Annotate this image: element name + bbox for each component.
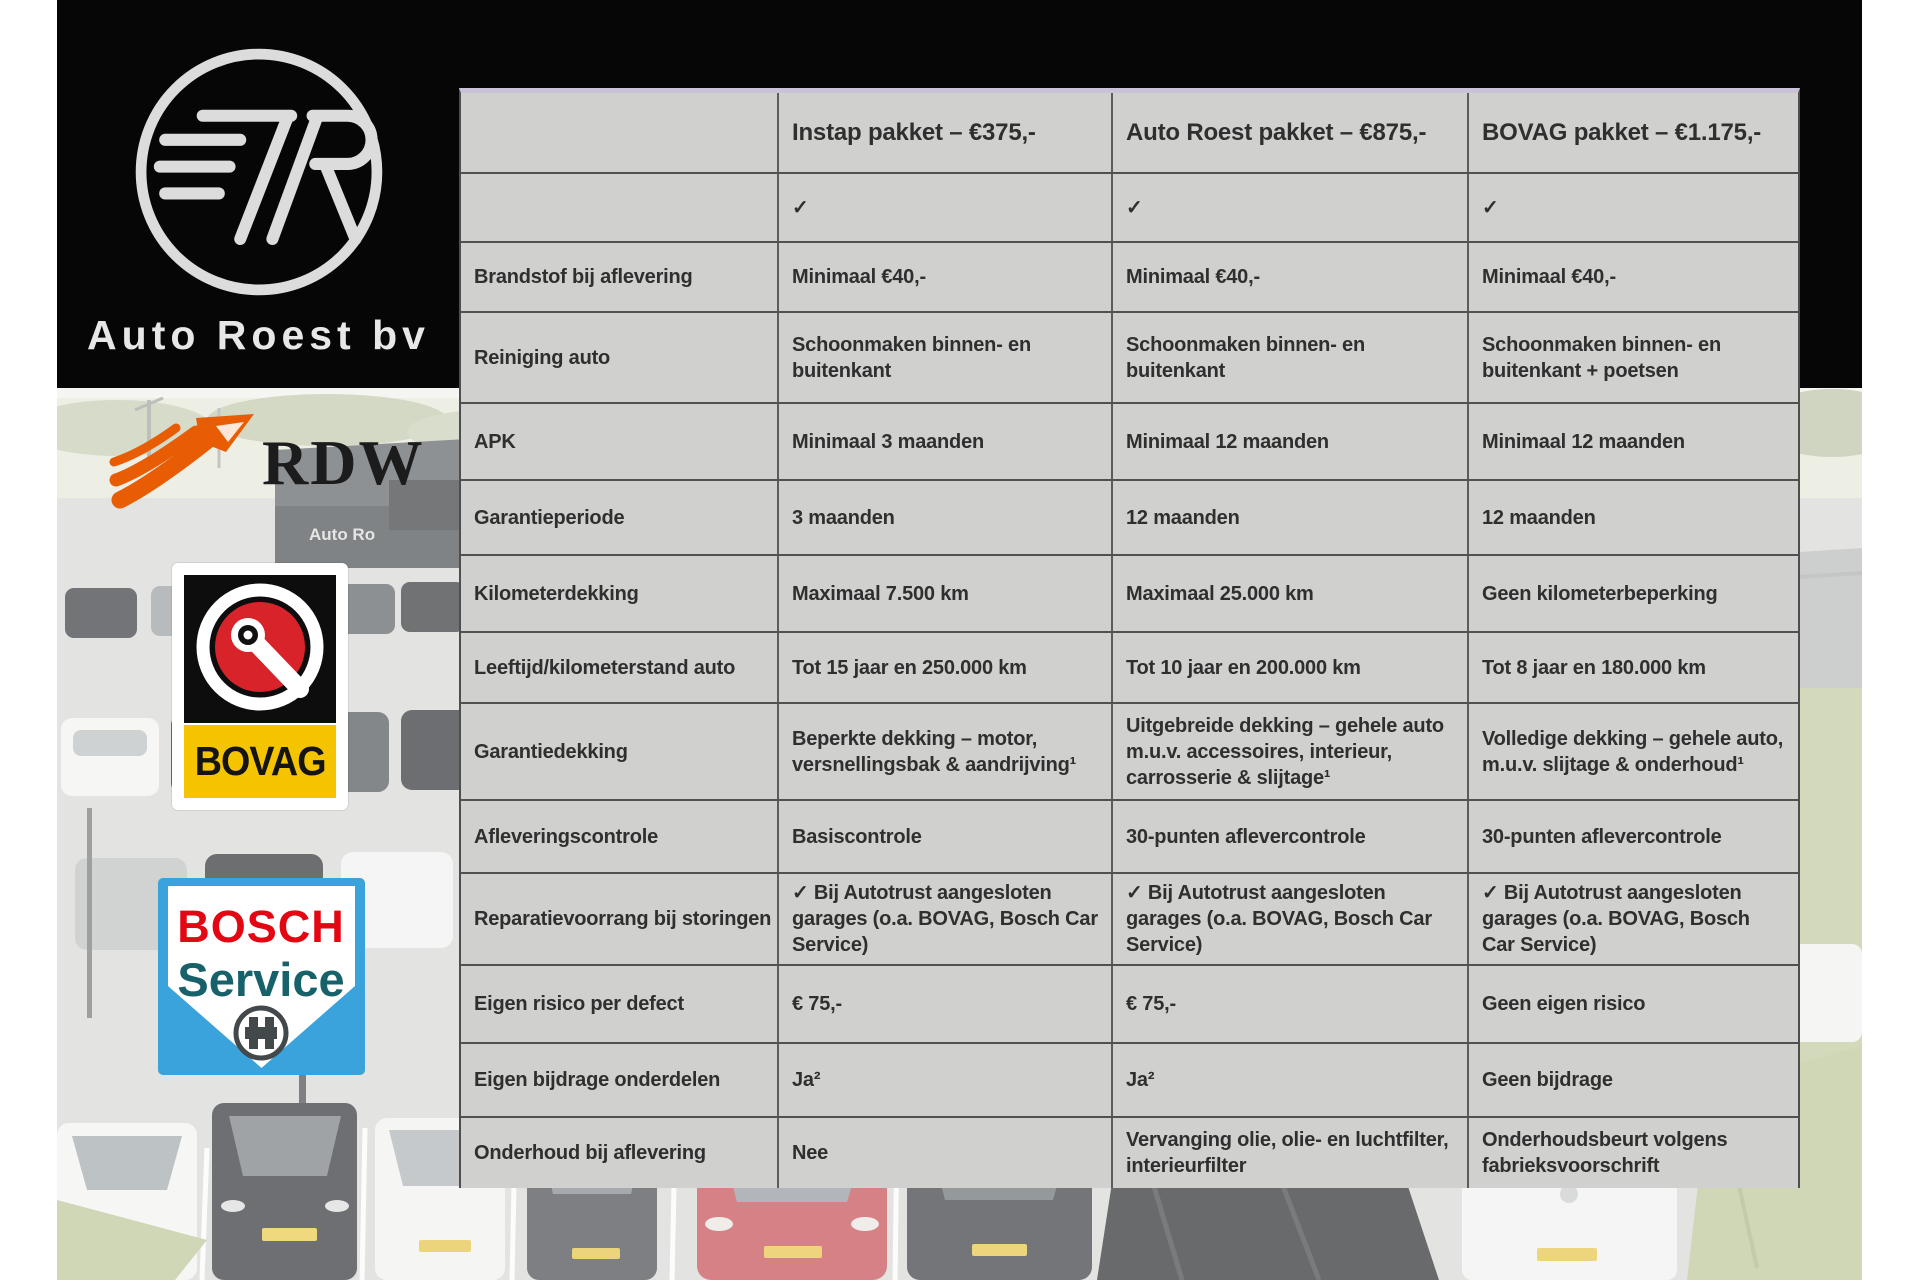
bovag-wordmark: BOVAG bbox=[194, 738, 326, 784]
row-label: Eigen bijdrage onderdelen bbox=[461, 1043, 778, 1117]
cell-value: Onderhoudsbeurt volgens fabrieksvoorschrift bbox=[1468, 1117, 1798, 1188]
building-sign-text: Auto Ro bbox=[309, 525, 376, 544]
row-label: APK bbox=[461, 403, 778, 480]
cell-value: Tot 8 jaar en 180.000 km bbox=[1468, 632, 1798, 703]
cell-value: Volledige dekking – gehele auto, m.u.v. slijtage & onderhoud¹ bbox=[1468, 703, 1798, 800]
cell-value: Minimaal €40,- bbox=[1468, 242, 1798, 312]
cell-value: 3 maanden bbox=[778, 480, 1112, 555]
row-label: Eigen risico per defect bbox=[461, 965, 778, 1043]
rdw-logo bbox=[104, 412, 425, 512]
cell-value: 12 maanden bbox=[1468, 480, 1798, 555]
bovag-seal-icon bbox=[184, 575, 336, 723]
included-check-icon: ✓ bbox=[1112, 173, 1468, 242]
row-label: Garantieperiode bbox=[461, 480, 778, 555]
table-row-eigen-bijdrage bbox=[461, 1043, 1798, 1117]
cell-value: Ja² bbox=[1112, 1043, 1468, 1117]
cell-value: Beperkte dekking – motor, versnellingsbak & aandrijving¹ bbox=[778, 703, 1112, 800]
auto-roest-7r-logo-icon bbox=[125, 38, 393, 306]
cell-value: Minimaal €40,- bbox=[1112, 242, 1468, 312]
bovag-wordmark-band bbox=[184, 725, 336, 798]
table-row-brandstof bbox=[461, 242, 1798, 312]
row-label: Brandstof bij aflevering bbox=[461, 242, 778, 312]
row-label: Reparatievoorrang bij storingen bbox=[461, 873, 778, 965]
row-label: Afleveringscontrole bbox=[461, 800, 778, 873]
cell-value: Vervanging olie, olie- en luchtfilter, interieurfilter bbox=[1112, 1117, 1468, 1188]
cell-value: Minimaal 3 maanden bbox=[778, 403, 1112, 480]
cell-value: Minimaal €40,- bbox=[778, 242, 1112, 312]
table-row-onderhoud bbox=[461, 1117, 1798, 1188]
table-row-afleveringscontrole bbox=[461, 800, 1798, 873]
cell-value: Uitgebreide dekking – gehele auto m.u.v. accessoires, interieur, carrosserie & slijtage¹ bbox=[1112, 703, 1468, 800]
row-label: Garantiedekking bbox=[461, 703, 778, 800]
cell-value: ✓ Bij Autotrust aangesloten garages (o.a. BOVAG, Bosch Car Service) bbox=[778, 873, 1112, 965]
cell-value: ✓ Bij Autotrust aangesloten garages (o.a. BOVAG, Bosch Car Service) bbox=[1468, 873, 1798, 965]
cell-value: Schoonmaken binnen- en buitenkant bbox=[778, 312, 1112, 403]
bosch-logo bbox=[158, 878, 365, 1075]
cell-value: Ja² bbox=[778, 1043, 1112, 1117]
table-row-reiniging bbox=[461, 312, 1798, 403]
cell-value: 12 maanden bbox=[1112, 480, 1468, 555]
bosch-wordmark: BOSCH bbox=[177, 901, 345, 952]
bovag-logo bbox=[172, 563, 348, 810]
table-header-row bbox=[461, 93, 1798, 173]
bosch-service-label: Service bbox=[177, 953, 345, 1006]
table-row-eigen-risico bbox=[461, 965, 1798, 1043]
header-instap-pakket: Instap pakket – €375,- bbox=[778, 93, 1112, 173]
cell-value: Maximaal 25.000 km bbox=[1112, 555, 1468, 632]
row-label: Leeftijd/kilometerstand auto bbox=[461, 632, 778, 703]
cell-value: Tot 15 jaar en 250.000 km bbox=[778, 632, 1112, 703]
cell-value: Minimaal 12 maanden bbox=[1112, 403, 1468, 480]
header-bovag-pakket: BOVAG pakket – €1.175,- bbox=[1468, 93, 1798, 173]
packages-table bbox=[459, 88, 1800, 1188]
table-row-garantieperiode bbox=[461, 480, 1798, 555]
included-check-icon: ✓ bbox=[1468, 173, 1798, 242]
header-auto-roest-pakket: Auto Roest pakket – €875,- bbox=[1112, 93, 1468, 173]
cell-value: Maximaal 7.500 km bbox=[778, 555, 1112, 632]
row-label bbox=[461, 173, 778, 242]
cell-value: Minimaal 12 maanden bbox=[1468, 403, 1798, 480]
rdw-wing-icon bbox=[104, 412, 264, 512]
included-check-icon: ✓ bbox=[778, 173, 1112, 242]
dealer-logo-box bbox=[57, 0, 460, 388]
cell-value: Basiscontrole bbox=[778, 800, 1112, 873]
cell-value: Tot 10 jaar en 200.000 km bbox=[1112, 632, 1468, 703]
cell-value: Nee bbox=[778, 1117, 1112, 1188]
row-label: Onderhoud bij aflevering bbox=[461, 1117, 778, 1188]
table-row-garantiedekking bbox=[461, 703, 1798, 800]
row-label: Reiniging auto bbox=[461, 312, 778, 403]
table-row-apk bbox=[461, 403, 1798, 480]
cell-value: Schoonmaken binnen- en buitenkant + poetsen bbox=[1468, 312, 1798, 403]
cell-value: € 75,- bbox=[1112, 965, 1468, 1043]
table-row-leeftijd bbox=[461, 632, 1798, 703]
row-label: Kilometerdekking bbox=[461, 555, 778, 632]
bosch-shield-icon bbox=[158, 878, 365, 1075]
rdw-wordmark: RDW bbox=[262, 427, 425, 498]
cell-value: Geen eigen risico bbox=[1468, 965, 1798, 1043]
cell-value: 30-punten aflevercontrole bbox=[1112, 800, 1468, 873]
table-row-included bbox=[461, 173, 1798, 242]
cell-value: ✓ Bij Autotrust aangesloten garages (o.a. BOVAG, Bosch Car Service) bbox=[1112, 873, 1468, 965]
table-row-kilometerdekking bbox=[461, 555, 1798, 632]
dealer-name: Auto Roest bv bbox=[87, 312, 430, 358]
cell-value: € 75,- bbox=[778, 965, 1112, 1043]
cell-value: Geen kilometerbeperking bbox=[1468, 555, 1798, 632]
cell-value: Geen bijdrage bbox=[1468, 1043, 1798, 1117]
cell-value: 30-punten aflevercontrole bbox=[1468, 800, 1798, 873]
cell-value: Schoonmaken binnen- en buitenkant bbox=[1112, 312, 1468, 403]
header-empty-cell bbox=[461, 93, 778, 173]
table-row-reparatievoorrang bbox=[461, 873, 1798, 965]
